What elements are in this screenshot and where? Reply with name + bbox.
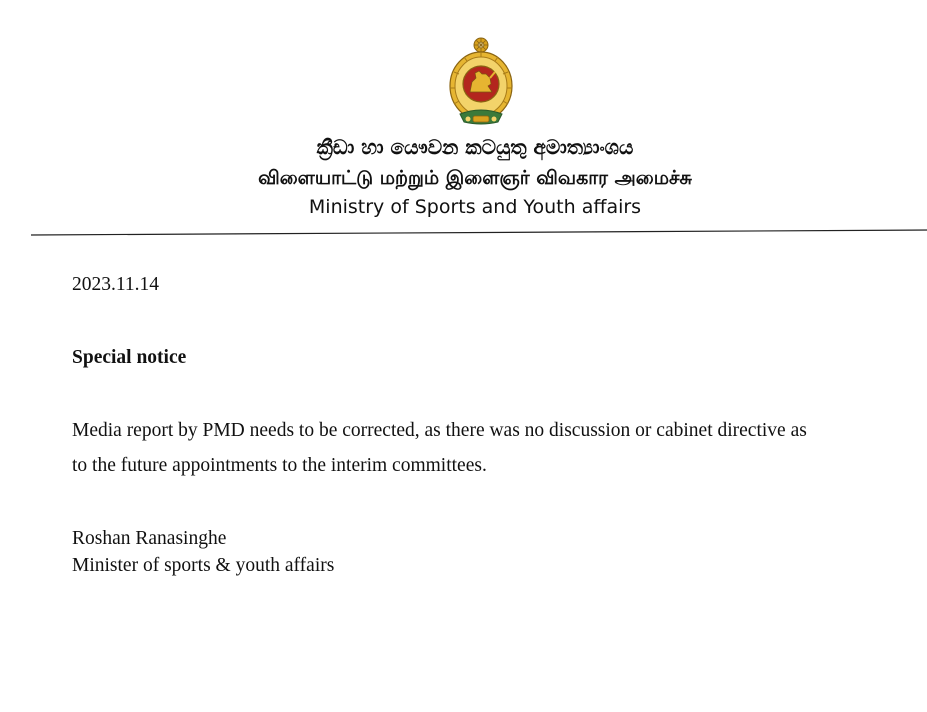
ministry-name-english: Ministry of Sports and Youth affairs [308,196,642,218]
header-divider [31,227,927,237]
letterhead [0,0,927,240]
notice-date: 2023.11.14 [72,274,160,295]
notice-body-line-1: Media report by PMD needs to be corrected, as there was no discussion or cabinet directive as [72,420,807,441]
notice-body-line-2: to the future appointments to the interim committees. [72,455,487,476]
ministry-name-sinhala: ක්‍රීඩා හා යෞවන කටයුතු අමාත්‍යාංශය [316,135,634,159]
state-emblem-icon [446,36,516,128]
notice-subject: Special notice [72,347,187,368]
signatory-name: Roshan Ranasinghe [72,528,227,549]
ministry-name-tamil: விளையாட்டு மற்றும் இளைஞர் விவகார அமைச்சு [258,167,692,189]
signatory-title: Minister of sports & youth affairs [72,555,335,576]
